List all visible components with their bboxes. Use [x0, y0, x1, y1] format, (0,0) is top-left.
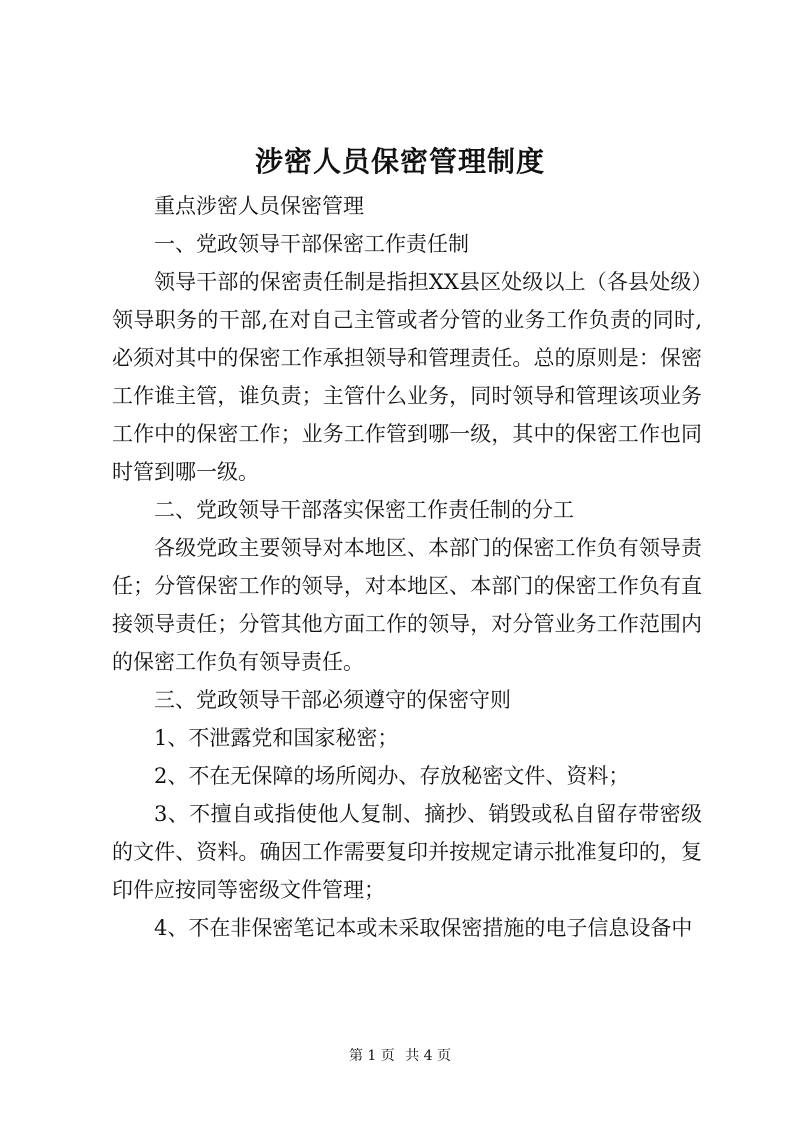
document-body	[112, 187, 702, 947]
list-item: 1、不泄露党和国家秘密；	[154, 726, 399, 750]
list-item: 3、不擅自或指使他人复制、摘抄、销毁或私自留存带密级的文件、资料。确因工作需要复印并按规定请示批准复印的，复印件应按同等密级文件管理；	[112, 802, 702, 902]
page-total: 共 4 页	[405, 1048, 452, 1064]
list-item: 4、不在非保密笔记本或未采取保密措施的电子信息设备中	[154, 916, 693, 940]
page-number: 第 1 页	[348, 1048, 395, 1064]
subsection-heading: 二、党政领导干部落实保密工作责任制的分工	[154, 498, 574, 522]
body-paragraph: 各级党政主要领导对本地区、本部门的保密工作负有领导责任；分管保密工作的领导，对本地区、本部门的保密工作负有直接领导责任；分管其他方面工作的领导，对分管业务工作范围内的保密工作负有领导责任。	[112, 536, 702, 674]
list-item: 2、不在无保障的场所阅办、存放秘密文件、资料；	[154, 764, 630, 788]
section-heading: 重点涉密人员保密管理	[154, 194, 364, 218]
page-footer	[0, 1046, 800, 1066]
subsection-heading: 三、党政领导干部必须遵守的保密守则	[154, 688, 511, 712]
document-title: 涉密人员保密管理制度	[254, 145, 545, 178]
subsection-heading: 一、党政领导干部保密工作责任制	[154, 232, 469, 256]
body-paragraph: 领导干部的保密责任制是指担XX县区处级以上（各县处级）领导职务的干部,在对自己主管或者分管的业务工作负责的同时,必须对其中的保密工作承担领导和管理责任。总的原则是：保密工作谁主管，谁负责；主管什么业务，同时领导和管理该项业务工作中的保密工作；业务工作管到哪一级，其中的保密工作也同时管到哪一级。	[112, 270, 702, 484]
